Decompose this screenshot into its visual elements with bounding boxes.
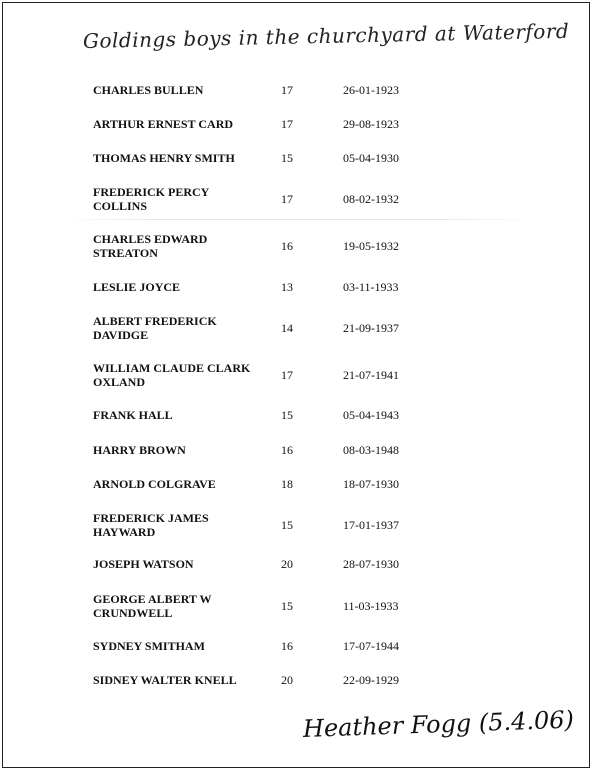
name-cell: FREDERICK PERCY COLLINS (93, 185, 209, 213)
date-cell: 03-11-1933 (343, 280, 399, 294)
age-cell: 13 (281, 280, 293, 294)
date-cell: 21-07-1941 (343, 368, 399, 382)
age-cell: 15 (281, 518, 293, 532)
name-cell: JOSEPH WATSON (93, 557, 194, 571)
name-cell: CHARLES BULLEN (93, 83, 204, 97)
age-cell: 15 (281, 408, 293, 422)
age-cell: 17 (281, 117, 293, 131)
date-cell: 18-07-1930 (343, 477, 399, 491)
name-cell: HARRY BROWN (93, 443, 186, 457)
name-cell: SIDNEY WALTER KNELL (93, 673, 237, 687)
date-cell: 08-02-1932 (343, 192, 399, 206)
date-cell: 08-03-1948 (343, 443, 399, 457)
age-cell: 15 (281, 151, 293, 165)
age-cell: 14 (281, 321, 293, 335)
date-cell: 26-01-1923 (343, 83, 399, 97)
name-cell: THOMAS HENRY SMITH (93, 151, 235, 165)
date-cell: 19-05-1932 (343, 239, 399, 253)
handwritten-signature: Heather Fogg (5.4.06) (302, 705, 575, 743)
age-cell: 20 (281, 673, 293, 687)
document-page (2, 2, 590, 768)
name-cell: GEORGE ALBERT W CRUNDWELL (93, 592, 212, 620)
name-cell: ARNOLD COLGRAVE (93, 477, 216, 491)
date-cell: 17-01-1937 (343, 518, 399, 532)
name-cell: SYDNEY SMITHAM (93, 639, 205, 653)
name-cell: FRANK HALL (93, 408, 173, 422)
name-cell: LESLIE JOYCE (93, 280, 181, 294)
age-cell: 18 (281, 477, 293, 491)
handwritten-heading: Goldings boys in the churchyard at Waterford (82, 18, 570, 53)
name-cell: ARTHUR ERNEST CARD (93, 117, 234, 131)
paper-fold-line (63, 219, 533, 220)
age-cell: 16 (281, 443, 293, 457)
date-cell: 29-08-1923 (343, 117, 399, 131)
date-cell: 11-03-1933 (343, 599, 399, 613)
name-cell: CHARLES EDWARD STREATON (93, 232, 208, 260)
name-cell: ALBERT FREDERICK DAVIDGE (93, 314, 217, 342)
age-cell: 16 (281, 639, 293, 653)
date-cell: 17-07-1944 (343, 639, 399, 653)
date-cell: 05-04-1930 (343, 151, 399, 165)
age-cell: 17 (281, 368, 293, 382)
date-cell: 05-04-1943 (343, 408, 399, 422)
age-cell: 16 (281, 239, 293, 253)
age-cell: 17 (281, 192, 293, 206)
name-cell: WILLIAM CLAUDE CLARK OXLAND (93, 361, 251, 389)
age-cell: 20 (281, 557, 293, 571)
name-cell: FREDERICK JAMES HAYWARD (93, 511, 209, 539)
age-cell: 17 (281, 83, 293, 97)
date-cell: 22-09-1929 (343, 673, 399, 687)
date-cell: 21-09-1937 (343, 321, 399, 335)
age-cell: 15 (281, 599, 293, 613)
date-cell: 28-07-1930 (343, 557, 399, 571)
